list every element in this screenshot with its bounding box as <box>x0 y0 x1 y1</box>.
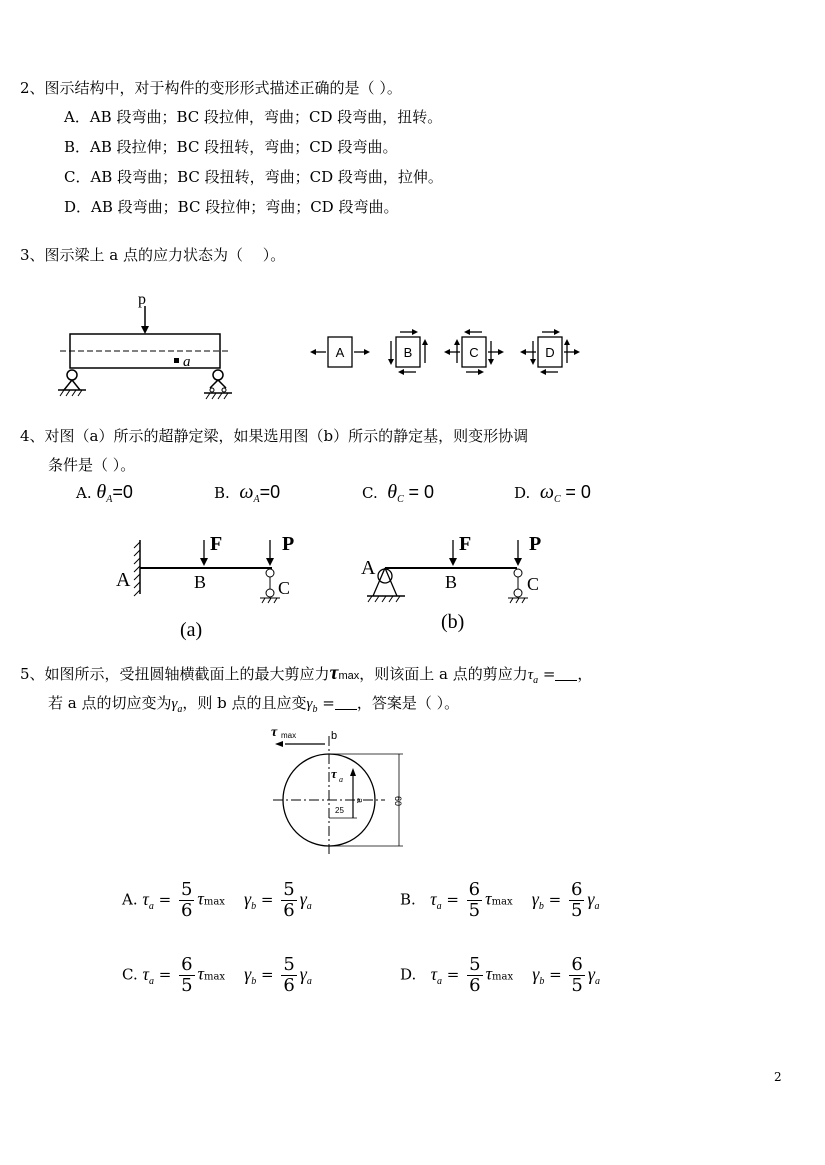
load-label: p <box>138 291 146 308</box>
q2-option-a: A．AB 段弯曲；BC 段拉伸，弯曲；CD 段弯曲，扭转。 <box>64 108 443 126</box>
caption-b: (b) <box>441 611 465 633</box>
svg-text:B: B <box>403 345 413 360</box>
q4-stem-line2: 条件是（ ）。 <box>48 456 136 474</box>
svg-text:τ: τ <box>331 766 337 781</box>
q5-option-b: B. $\tau_a$ = $\frac{6}{5}$ τmax $\gamma_b$ = $\frac{6}{5}$ $\gamma_a$ <box>400 879 600 921</box>
svg-text:P: P <box>529 533 542 555</box>
q4-option-c: C. $\theta_C = 0$ <box>362 481 435 505</box>
q5-shaft-cross-section <box>265 722 415 857</box>
svg-text:max: max <box>281 731 297 740</box>
svg-text:A: A <box>361 557 376 579</box>
q2-option-c: C．AB 段弯曲；BC 段扭转，弯曲；CD 段弯曲，拉伸。 <box>64 168 443 186</box>
q3-beam-figure <box>50 280 610 410</box>
svg-text:A: A <box>335 345 345 360</box>
svg-text:a: a <box>339 775 343 784</box>
svg-text:F: F <box>459 533 472 555</box>
stress-element-a <box>310 337 370 367</box>
point-a-label: a <box>183 354 191 370</box>
q4-figure-b <box>355 526 565 644</box>
page-number: 2 <box>774 1070 782 1084</box>
q2-stem: 2、图示结构中，对于构件的变形形式描述正确的是（ ）。 <box>20 79 402 97</box>
q4-stem-line1: 4、对图（a）所示的超静定梁，如果选用图（b）所示的静定基，则变形协调 <box>20 427 529 445</box>
svg-text:D: D <box>545 345 555 360</box>
svg-text:60: 60 <box>393 796 403 807</box>
q5-option-c: C. $\tau_a$ = $\frac{6}{5}$ τmax $\gamma_b$ = $\frac{5}{6}$ $\gamma_a$ <box>122 954 312 996</box>
stress-element-c <box>444 329 504 375</box>
q2-option-d: D．AB 段弯曲；BC 段拉伸；弯曲；CD 段弯曲。 <box>64 198 399 216</box>
point-a-marker <box>174 358 179 363</box>
svg-text:a: a <box>355 798 365 804</box>
q5-line1: 5、如图所示，受扭圆轴横截面上的最大剪应力τmax，则该面上 a 点的剪应力$\tau_a$ = ， <box>20 662 593 686</box>
svg-text:C: C <box>527 574 540 594</box>
caption-a: (a) <box>180 619 203 641</box>
svg-text:P: P <box>282 533 295 555</box>
q4-figure-a <box>110 526 320 644</box>
svg-text:25: 25 <box>335 806 344 815</box>
svg-text:C: C <box>278 578 291 598</box>
svg-text:A: A <box>116 569 131 591</box>
svg-text:τ: τ <box>271 725 278 740</box>
q4-option-a: A. $\theta_A=0$ <box>76 481 133 505</box>
q4-option-d: D. $\omega_C = 0$ <box>514 481 591 505</box>
svg-text:B: B <box>445 572 458 592</box>
stress-element-b <box>388 329 428 375</box>
q2-option-b: B．AB 段拉伸；BC 段扭转，弯曲；CD 段弯曲。 <box>64 138 398 156</box>
q5-line2: 若 a 点的切应变为$\gamma_a$，则 b 点的且应变$\gamma_b$ = ，答案是（ ）。 <box>48 694 460 715</box>
svg-text:b: b <box>331 730 338 742</box>
svg-text:C: C <box>469 345 479 360</box>
stress-element-d <box>520 329 580 375</box>
svg-text:F: F <box>210 533 223 555</box>
q4-option-b: B. $\omega_A=0$ <box>214 481 281 505</box>
svg-text:B: B <box>194 572 207 592</box>
q5-option-a: A. $\tau_a$ = $\frac{5}{6}$ τmax $\gamma_b$ = $\frac{5}{6}$ $\gamma_a$ <box>122 879 312 921</box>
q5-option-d: D. $\tau_a$ = $\frac{5}{6}$ τmax $\gamma_b$ = $\frac{6}{5}$ $\gamma_a$ <box>400 954 600 996</box>
q3-stem: 3、图示梁上 a 点的应力状态为（ ）。 <box>20 246 286 264</box>
